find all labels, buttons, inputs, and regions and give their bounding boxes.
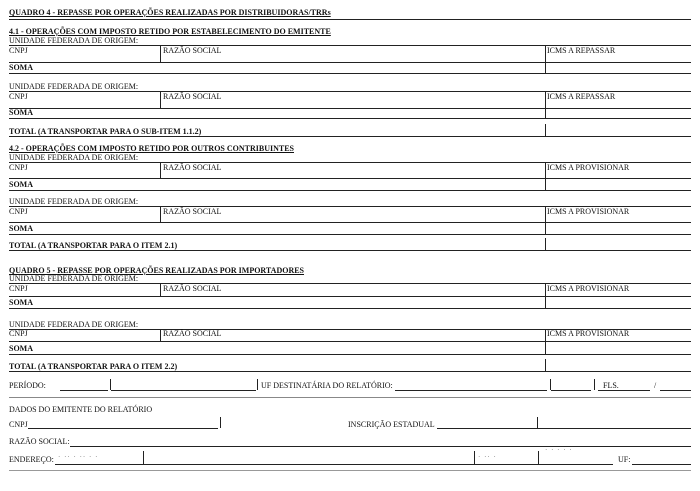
divider [9,19,691,20]
total-label: TOTAL (A TRANSPORTAR PARA O SUB-ITEM 1.1.2) [9,127,202,136]
fls-label: FLS. [603,381,619,390]
emitente-uf-field[interactable] [632,453,691,465]
periodo-field-1[interactable] [60,379,108,391]
soma-label: SOMA [9,224,33,233]
cnpj-label: CNPJ [9,163,28,172]
endereco-label: ENDEREÇO: [9,455,54,464]
inscricao-estadual-field[interactable] [437,417,691,429]
uf-destinataria-field[interactable] [395,379,547,391]
cnpj-label: CNPJ [9,420,28,429]
icms-provisionar-label: ICMS A PROVISIONAR [547,329,630,338]
inscricao-estadual-label: INSCRIÇÃO ESTADUAL [348,420,435,429]
section-4-1-title: 4.1 - OPERAÇÕES COM IMPOSTO RETIDO POR ESTABELECIMENTO DO EMITENTE [9,27,331,36]
razao-social-label: RAZÃO SOCIAL: [9,437,70,446]
icms-field[interactable] [547,55,687,62]
emitente-razao-field[interactable] [70,435,691,447]
razao-social-label: RAZÃO SOCIAL [163,329,222,338]
icms-repassar-label: ICMS A REPASSAR [547,46,616,55]
quadro-4-title: QUADRO 4 - REPASSE POR OPERAÇÕES REALIZADAS POR DISTRIBUIDORAS/TRRs [9,8,331,17]
uf-origin-label: UNIDADE FEDERADA DE ORIGEM: [9,153,139,162]
periodo-field-2[interactable] [111,379,256,391]
uf-origin-label: UNIDADE FEDERADA DE ORIGEM: [9,274,139,283]
quadro-5-title: QUADRO 5 - REPASSE POR OPERAÇÕES REALIZADAS POR IMPORTADORES [9,266,305,275]
section-4-2-title: 4.2 - OPERAÇÕES COM IMPOSTO RETIDO POR OUTROS CONTRIBUINTES [9,144,294,153]
total-label: TOTAL (A TRANSPORTAR PARA O ITEM 2.2) [9,362,178,371]
uf-destinataria-label: UF DESTINATÁRIA DO RELATÓRIO: [261,381,393,390]
razao-social-label: RAZÃO SOCIAL [163,163,222,172]
dados-emitente-title: DADOS DO EMITENTE DO RELATÓRIO [9,405,153,414]
uf-origin-label: UNIDADE FEDERADA DE ORIGEM: [9,82,139,91]
razao-social-label: RAZÃO SOCIAL [163,46,222,55]
emitente-cnpj-field[interactable] [28,417,218,429]
cnpj-label: CNPJ [9,207,28,216]
scan-noise: · ·· · [478,453,497,461]
scan-noise: · ·· · ·· · · [58,453,99,461]
periodo-label: PERÍODO: [9,381,46,390]
cnpj-label: CNPJ [9,92,28,101]
icms-provisionar-label: ICMS A PROVISIONAR [547,284,630,293]
soma-label: SOMA [9,63,33,72]
soma-label: SOMA [9,108,33,117]
uf-destinataria-code-field[interactable] [551,379,591,391]
icms-provisionar-label: ICMS A PROVISIONAR [547,207,630,216]
razao-social-field[interactable] [162,55,542,62]
uf-origin-label: UNIDADE FEDERADA DE ORIGEM: [9,36,139,45]
endereco-field[interactable] [55,453,613,465]
cnpj-label: CNPJ [9,329,28,338]
uf-label: UF: [618,455,631,464]
soma-label: SOMA [9,180,33,189]
soma-label: SOMA [9,298,33,307]
soma-label: SOMA [9,344,33,353]
scan-noise: · · · · · [545,446,573,454]
uf-origin-label: UNIDADE FEDERADA DE ORIGEM: [9,320,139,329]
uf-origin-label: UNIDADE FEDERADA DE ORIGEM: [9,197,139,206]
razao-social-label: RAZÃO SOCIAL [163,284,222,293]
fls-separator: / [654,381,657,390]
cnpj-field[interactable] [10,55,158,62]
total-label: TOTAL (A TRANSPORTAR PARA O ITEM 2.1) [9,241,178,250]
razao-social-label: RAZÃO SOCIAL [163,207,222,216]
razao-social-label: RAZÃO SOCIAL [163,92,222,101]
icms-repassar-label: ICMS A REPASSAR [547,92,616,101]
cnpj-label: CNPJ [9,284,28,293]
cnpj-label: CNPJ [9,46,28,55]
icms-provisionar-label: ICMS A PROVISIONAR [547,163,630,172]
fls-number-field[interactable] [598,379,650,391]
fls-total-field[interactable] [660,379,691,391]
